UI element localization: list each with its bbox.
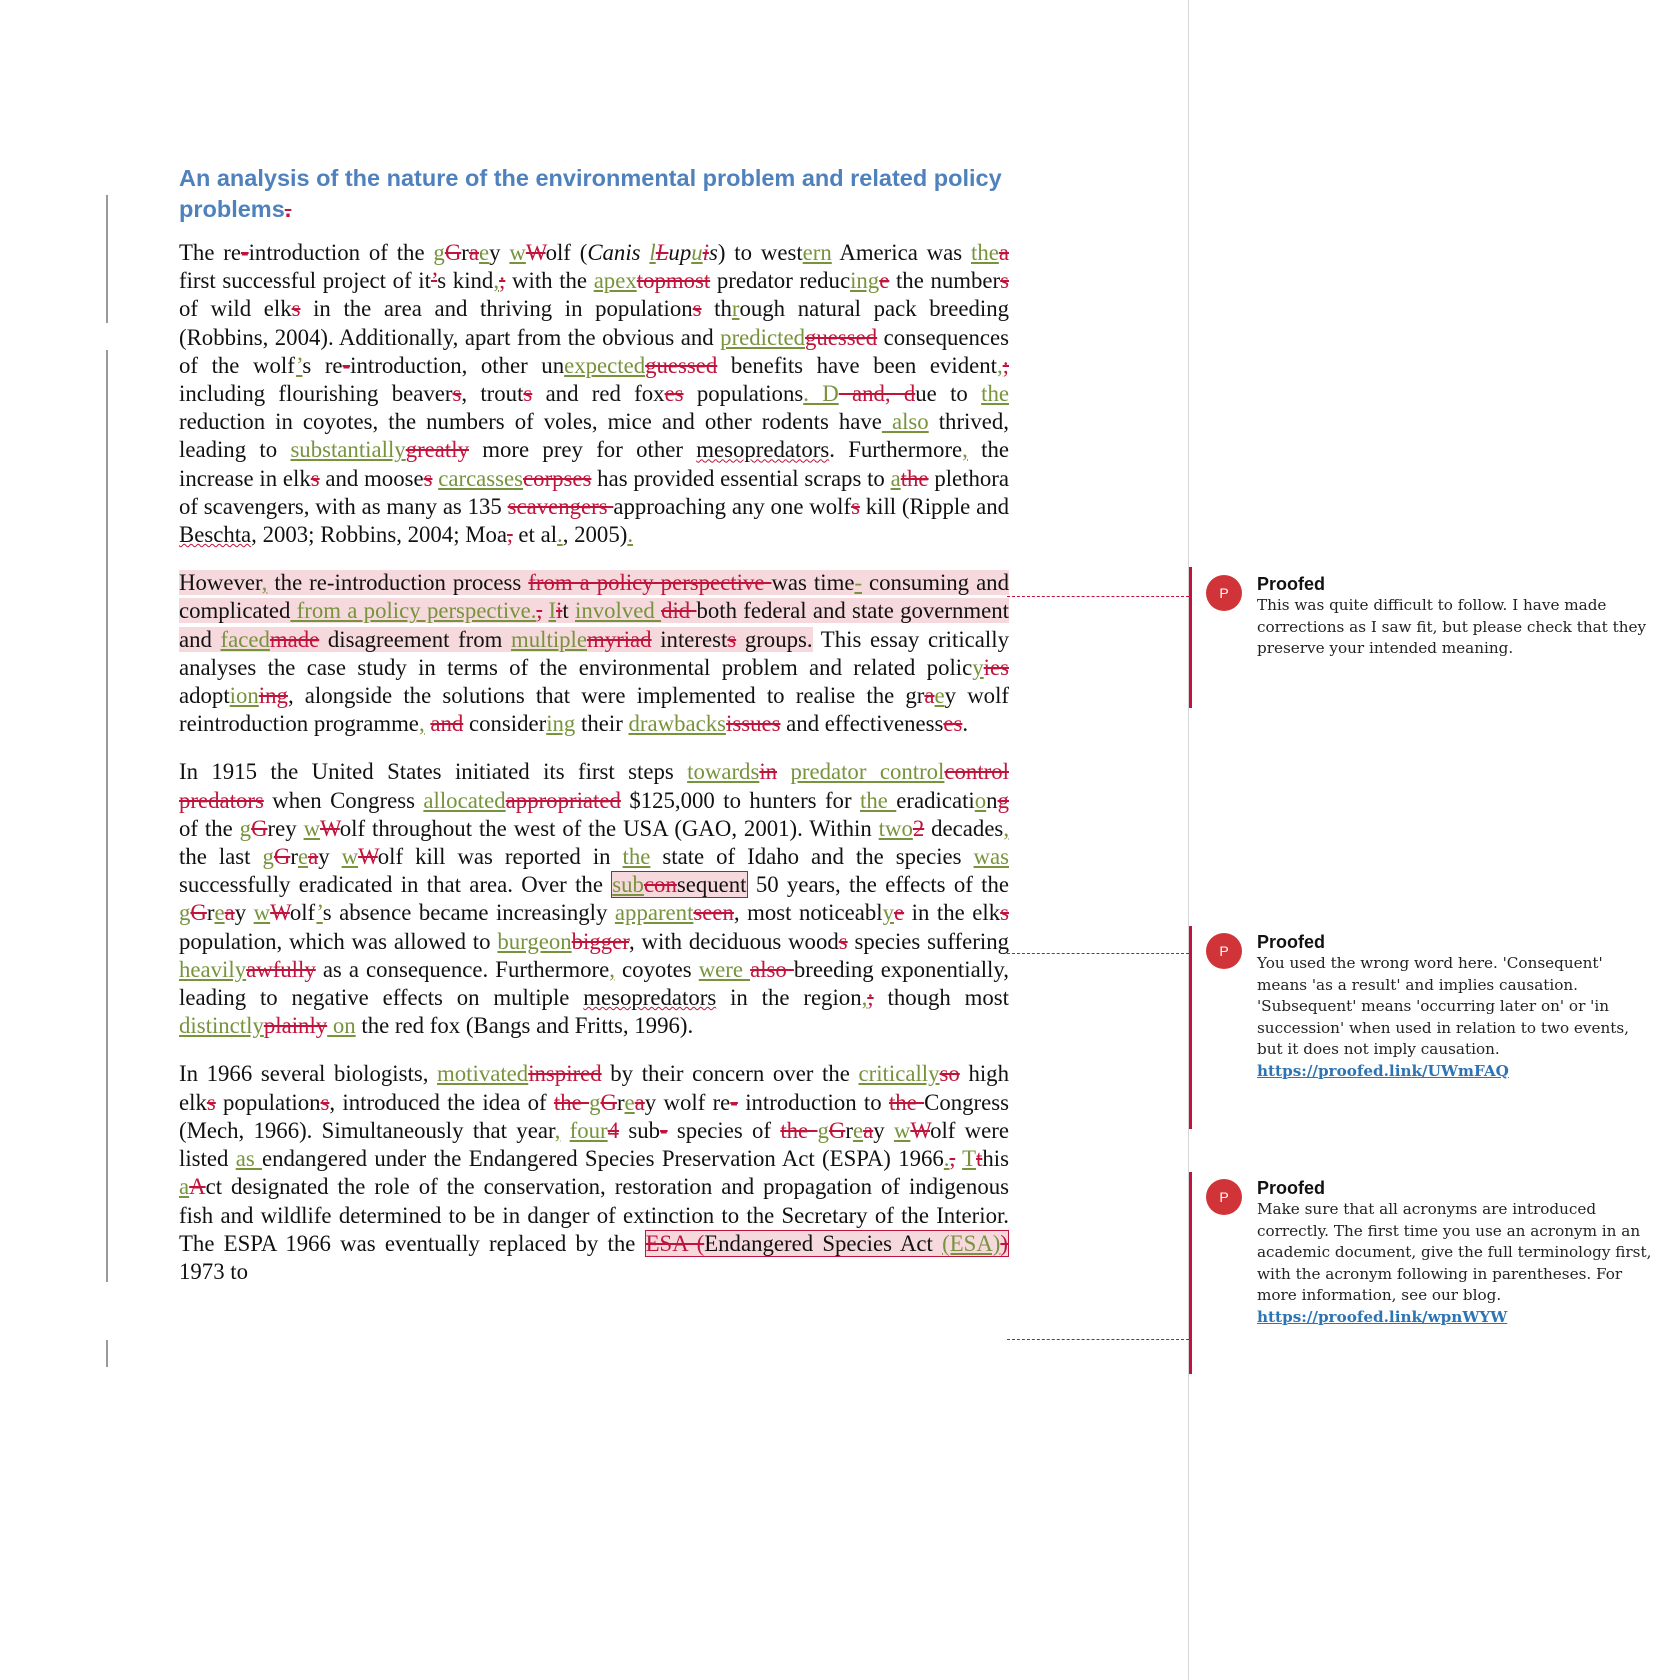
comment-text: This was quite difficult to follow. I have made corrections as I saw fit, but please check that they preserve your intended meaning. bbox=[1257, 596, 1647, 657]
paragraph-4[interactable]: In 1966 several biologists, motivatedinspired by their concern over the criticallyso high elks populations, introduced the idea of the gGreay wolf re- introduction to the Congress (Mech, 1966). Simultaneously that year, four4 sub- species of the gGreay wWolf were listed as endangered under the Endangered Species Preservation Act (ESPA) 1966., Tthis aAct designated the role of the conservation, restoration and propagation of indigenous fish and wildlife determined to be in danger of extinction to the Secretary of the Interior. The ESPA 1966 was eventually replaced by the ESA (Endangered Species Act (ESA)) 1973 to bbox=[179, 1061, 1009, 1284]
comment-bar bbox=[1189, 567, 1192, 708]
avatar: P bbox=[1206, 933, 1242, 969]
change-bar bbox=[106, 350, 108, 1282]
document-body[interactable] bbox=[179, 163, 1009, 1306]
page-title: An analysis of the nature of the environmental problem and related policy problems. bbox=[179, 165, 1002, 222]
change-bar bbox=[106, 1340, 108, 1367]
paragraph-2[interactable]: However, the re-introduction process from a policy perspective was time- consuming and complicated from a policy perspective., Iit involved did both federal and state government and facedmade disagreement from multiplemyriad interests groups. This essay critically analyses the case study in terms of the environmental problem and related policyies adoptioning, alongside the solutions that were implemented to realise the graey wolf reintroduction programme, and considering their drawbacksissues and effectivenesses. bbox=[179, 570, 1009, 737]
comment-bar bbox=[1189, 1172, 1192, 1374]
comment-link[interactable]: https://proofed.link/UWmFAQ bbox=[1257, 1061, 1509, 1080]
comment-card[interactable] bbox=[1206, 573, 1656, 660]
comment-text: Make sure that all acronyms are introduced correctly. The first time you use an acronym in an academic document, give the full terminology first, with the acronym following in parentheses. For more information, see our blog. bbox=[1257, 1200, 1652, 1304]
comment-author: Proofed bbox=[1257, 574, 1326, 594]
markup-pane-divider bbox=[1188, 0, 1189, 1680]
comment-card[interactable] bbox=[1206, 1177, 1656, 1328]
comment-author: Proofed bbox=[1257, 1178, 1326, 1198]
avatar: P bbox=[1206, 575, 1242, 611]
comment-card[interactable] bbox=[1206, 931, 1656, 1082]
change-bar bbox=[106, 195, 108, 323]
paragraph-3[interactable]: In 1915 the United States initiated its first steps towardsin predator controlcontrol predators when Congress allocatedappropriated $125,000 to hunters for the eradicationg of the gGrey wWolf throughout the west of the USA (GAO, 2001). Within two2 decades, the last gGreay wWolf kill was reported in the state of Idaho and the species was successfully eradicated in that area. Over the subconsequent 50 years, the effects of the gGreay wWolf’s absence became increasingly apparentseen, most noticeablye in the elks population, which was allowed to burgeonbigger, with deciduous woods species suffering heavilyawfully as a consequence. Furthermore, coyotes were also breeding exponentially, leading to negative effects on multiple mesopredators in the region,; though most distinctlyplainly on the red fox (Bangs and Fritts, 1996). bbox=[179, 759, 1010, 1039]
paragraph-1[interactable]: The re-introduction of the gGraey wWolf (Canis lLupuis) to western America was thea first successful project of it’s kind,; with the apextopmost predator reducinge the numbers of wild elks in the area and thriving in populations through natural pack breeding (Robbins, 2004). Additionally, apart from the obvious and predictedguessed consequences of the wolf’s re-introduction, other unexpectedguessed benefits have been evident,; including flourishing beavers, trouts and red foxes populations. D and, due to the reduction in coyotes, the numbers of voles, mice and other rodents have also thrived, leading to substantiallygreatly more prey for other mesopredators. Furthermore, the increase in elks and mooses carcassescorpses has provided essential scraps to athe plethora of scavengers, with as many as 135 scavengers approaching any one wolfs kill (Ripple and Beschta, 2003; Robbins, 2004; Moa, et al., 2005). bbox=[179, 240, 1010, 548]
comment-bar bbox=[1189, 926, 1192, 1129]
comment-anchor-line bbox=[1007, 596, 1189, 597]
comment-anchor-line bbox=[1007, 953, 1189, 954]
comment-author: Proofed bbox=[1257, 932, 1326, 952]
comment-anchor-line bbox=[1007, 1339, 1189, 1340]
avatar: P bbox=[1206, 1179, 1242, 1215]
comment-link[interactable]: https://proofed.link/wpnWYW bbox=[1257, 1307, 1508, 1326]
comment-text: You used the wrong word here. 'Consequent' means 'as a result' and implies causation. 'Subsequent' means 'occurring later on' or 'in succession' when used in relation to two events, but it does not imply causation. bbox=[1257, 954, 1629, 1058]
